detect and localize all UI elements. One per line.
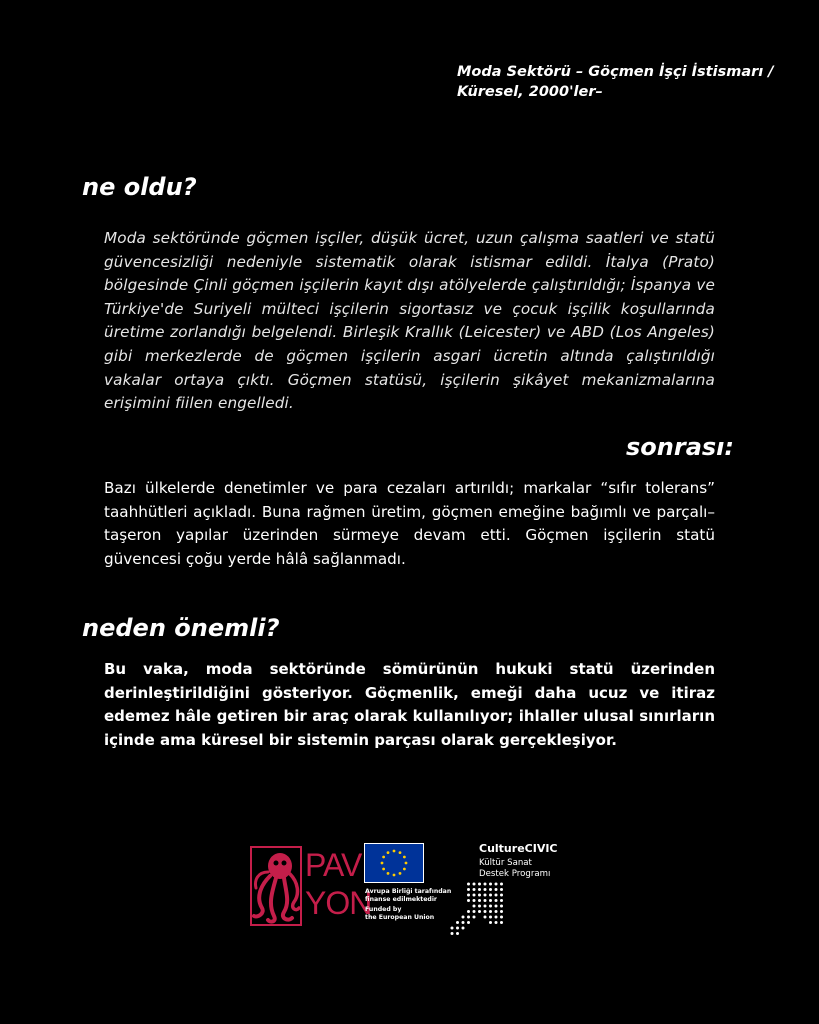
arrow-dot [451,932,454,935]
text-after: Bazı ülkelerde denetimler ve para cezaları artırıldı; markalar “sıfır tolerans” taahhütleri açıkladı. Buna rağmen üretim, göçmen emeğine bağımlı ve parçalı–taşeron yapılar üzerinden sürmeye devam etti. Göçmen işçilerin statü güvencesi çoğu yerde hâlâ sağlanmadı. [104,479,715,568]
arrow-dot [489,888,492,891]
arrow-dot [478,888,481,891]
arrow-dot [500,921,503,924]
arrow-dot [462,921,465,924]
arrow-dot [500,894,503,897]
eu-star-icon [387,872,390,875]
arrow-dot [495,899,498,902]
arrow-dot [495,905,498,908]
arrow-dot [489,899,492,902]
arrow-dot [484,888,487,891]
eu-star-icon [387,851,390,854]
text-what-happened: Moda sektöründe göçmen işçiler, düşük ücret, uzun çalışma saatleri ve statü güvencesizliği nedeniyle sistematik olarak istismar edildi. İtalya (Prato) bölgesinde Çinli göçmen işçilerin kayıt dışı atölyelerde çalıştırıldığı; İspanya ve Türkiye'de Suriyeli mülteci işçilerin sigortasız ve çocuk işçilik koşullarında üretime zorlandığı belgelendi. Birleşik Krallık (Leicester) ve ABD (Los Angeles) gibi merkezlerde de göçmen işçilerin asgari ücretin altında çalıştırıldığı vakalar ortaya çıktı. Göçmen statüsü, işçilerin şikâyet mekanizmalarına erişimini fiilen engelledi. [104,229,715,413]
arrow-dot [500,905,503,908]
arrow-dot [495,888,498,891]
arrow-dot [473,894,476,897]
arrow-dot [484,916,487,919]
culturecivic-sub-line2: Destek Programı [479,869,551,879]
arrow-dot [473,883,476,886]
arrow-dot [467,883,470,886]
arrow-dot [467,921,470,924]
culturecivic-sub-line1: Kültür Sanat [479,858,532,868]
eu-flag-icon [364,843,424,883]
dotted-arrow-icon [448,880,508,942]
arrow-dot [467,916,470,919]
arrow-dot [495,921,498,924]
arrow-dot [467,910,470,913]
arrow-dot [495,910,498,913]
arrow-dot [473,899,476,902]
arrow-dot [489,910,492,913]
arrow-dot [500,910,503,913]
arrow-dot [473,910,476,913]
arrow-dot [462,916,465,919]
arrow-dot [478,894,481,897]
heading-after: sonrası: [626,433,734,461]
arrow-dot [478,899,481,902]
arrow-dot [478,905,481,908]
arrow-dot [484,899,487,902]
arrow-dot [484,905,487,908]
arrow-dot [473,888,476,891]
eu-caption-line2: finanse edilmektedir [365,896,437,903]
eu-caption-line1: Avrupa Birliği tarafından [365,888,452,895]
arrow-dot [484,910,487,913]
arrow-dot [451,927,454,930]
octopus-icon [250,846,302,926]
eu-star-icon [399,851,402,854]
eu-caption-line3: Funded by [365,906,402,913]
arrow-dot [462,927,465,930]
arrow-dot [489,894,492,897]
culturecivic-title: CultureCIVIC [479,842,558,855]
eu-star-icon [403,868,406,871]
arrow-dot [495,883,498,886]
pavyon-line1: PAV [305,847,362,883]
arrow-dot [478,910,481,913]
page-title: Moda Sektörü – Göçmen İşçi İstismarı / Küresel, 2000'ler– [457,64,774,100]
arrow-dot [500,888,503,891]
arrow-dot [500,899,503,902]
arrow-dot [456,927,459,930]
arrow-dot [478,883,481,886]
arrow-dot [456,921,459,924]
arrow-dot [467,894,470,897]
arrow-dot [495,916,498,919]
heading-why-important: neden önemli? [82,614,280,642]
text-why-important: Bu vaka, moda sektöründe sömürünün hukuki statü üzerinden derinleştirildiğini gösteriyor. Göçmenlik, emeği daha ucuz ve itiraz edemez hâle getiren bir araç olarak kullanılıyor; ihlaller ulusal sınırların içinde ama küresel bir sistemin parçası olarak gerçekleşiyor. [104,660,715,749]
eu-star-icon [399,872,402,875]
arrow-dot [467,899,470,902]
arrow-dot [489,916,492,919]
eu-star-icon [405,862,408,865]
eu-star-icon [393,874,396,877]
arrow-dot [456,932,459,935]
pavyon-line2: YON [305,885,372,921]
eu-star-icon [403,856,406,859]
arrow-dot [467,888,470,891]
eu-star-icon [381,862,384,865]
eu-star-icon [393,850,396,853]
arrow-dot [484,883,487,886]
arrow-dot [489,883,492,886]
eu-caption-line4: the European Union [365,914,435,921]
eu-star-icon [382,868,385,871]
arrow-dot [473,905,476,908]
arrow-dot [500,916,503,919]
eu-star-icon [382,856,385,859]
arrow-dot [484,894,487,897]
heading-what-happened: ne oldu? [82,173,197,201]
arrow-dot [489,921,492,924]
arrow-dot [473,916,476,919]
arrow-dot [495,894,498,897]
arrow-dot [489,905,492,908]
arrow-dot [500,883,503,886]
